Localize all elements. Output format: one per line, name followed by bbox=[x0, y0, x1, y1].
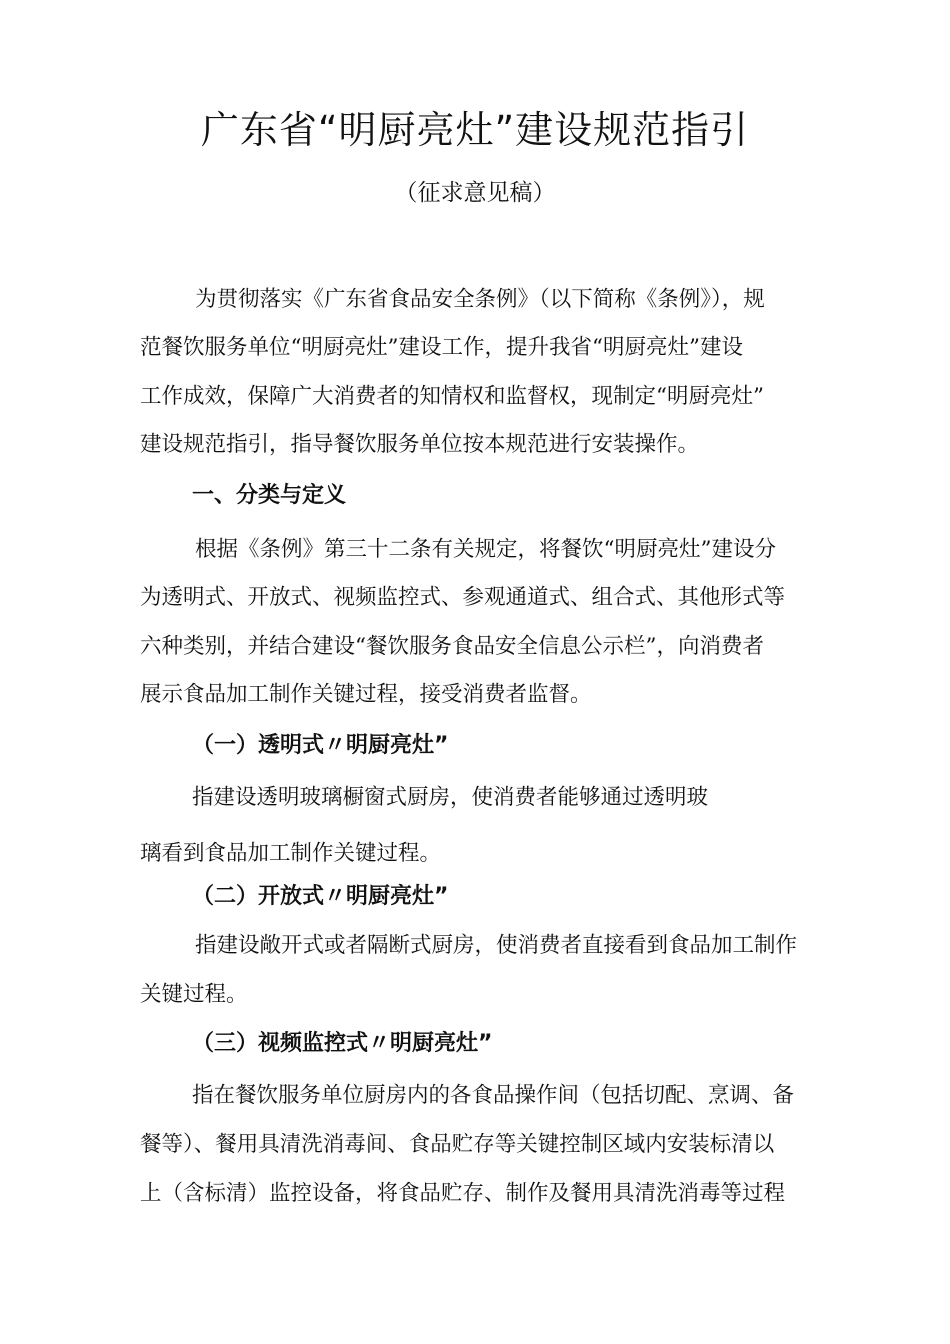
sub1-line-1: 指建设透明玻璃橱窗式厨房，使消费者能够通过透明玻 bbox=[192, 785, 709, 810]
sub3-line-1: 指在餐饮服务单位厨房内的各食品操作间（包括切配、烹调、备 bbox=[192, 1083, 795, 1108]
section1-line-1: 根据《条例》第三十二条有关规定，将餐饮“明厨亮灶”建设分 bbox=[195, 537, 776, 562]
intro-line-4: 建设规范指引，指导餐饮服务单位按本规范进行安装操作。 bbox=[140, 432, 700, 457]
section1-line-2: 为透明式、开放式、视频监控式、参观通道式、组合式、其他形式等 bbox=[140, 585, 786, 610]
intro-line-1: 为贯彻落实《广东省食品安全条例》（以下简称《条例》），规 bbox=[195, 287, 765, 312]
document-title: 广东省“明厨亮灶”建设规范指引 bbox=[200, 108, 750, 152]
subsection-heading-2: （二）开放式〃明厨亮灶” bbox=[192, 884, 449, 909]
section1-line-4: 展示食品加工制作关键过程，接受消费者监督。 bbox=[140, 682, 592, 707]
sub3-line-2: 餐等）、餐用具清洗消毒间、食品贮存等关键控制区域内安装标清以 bbox=[140, 1132, 775, 1157]
section1-line-3: 六种类别，并结合建设“餐饮服务食品安全信息公示栏”，向消费者 bbox=[140, 634, 764, 659]
intro-line-2: 范餐饮服务单位“明厨亮灶”建设工作，提升我省“明厨亮灶”建设 bbox=[140, 335, 743, 360]
subsection-heading-3: （三）视频监控式〃明厨亮灶” bbox=[192, 1031, 493, 1056]
sub3-line-3: 上（含标清）监控设备，将食品贮存、制作及餐用具清洗消毒等过程 bbox=[140, 1181, 786, 1206]
document-subtitle: （征求意见稿） bbox=[394, 180, 556, 206]
subsection-heading-1: （一）透明式〃明厨亮灶” bbox=[192, 733, 449, 758]
sub2-line-1: 指建设敞开式或者隔断式厨房，使消费者直接看到食品加工制作 bbox=[195, 933, 798, 958]
sub1-line-2: 璃看到食品加工制作关键过程。 bbox=[140, 841, 442, 866]
section-heading: 一、分类与定义 bbox=[192, 483, 347, 508]
sub2-line-2: 关键过程。 bbox=[140, 982, 248, 1007]
intro-line-3: 工作成效，保障广大消费者的知情权和监督权，现制定“明厨亮灶” bbox=[140, 384, 764, 409]
